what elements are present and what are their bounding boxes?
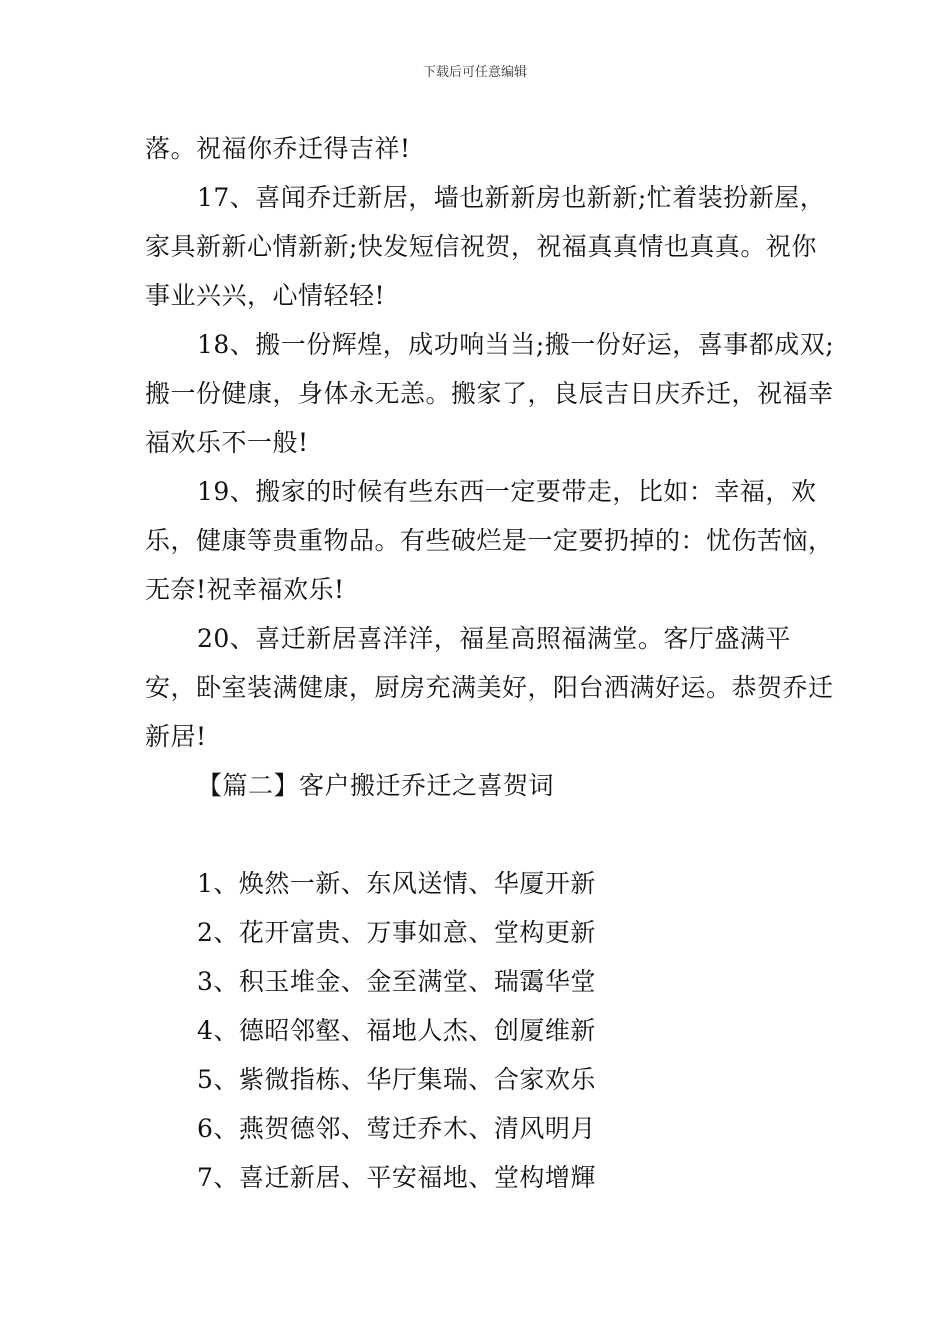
document-body bbox=[145, 124, 835, 1202]
list-item: 1、焕然一新、东风送情、华厦开新 bbox=[197, 869, 596, 898]
list-item: 5、紫微指栋、华厅集瑞、合家欢乐 bbox=[197, 1065, 596, 1094]
paragraph-17: 17、喜闻乔迁新居，墙也新新房也新新;忙着装扮新屋，家具新新心情新新;快发短信祝贺，祝福真真情也真真。祝你事业兴兴，心情轻轻! bbox=[145, 183, 826, 310]
greeting-list bbox=[145, 859, 835, 1202]
list-item: 6、燕贺德邻、莺迁乔木、清风明月 bbox=[197, 1114, 596, 1143]
paragraph-20: 20、喜迁新居喜洋洋，福星高照福满堂。客厅盛满平安，卧室装满健康，厨房充满美好，阳台洒满好运。恭贺乔迁新居! bbox=[145, 624, 834, 751]
section-title: 【篇二】客户搬迁乔迁之喜贺词 bbox=[197, 771, 555, 800]
list-item: 4、德昭邻壑、福地人杰、创厦维新 bbox=[197, 1016, 596, 1045]
paragraph-18: 18、搬一份辉煌，成功响当当;搬一份好运，喜事都成双;搬一份健康，身体永无恙。搬家了，良辰吉日庆乔迁，祝福幸福欢乐不一般! bbox=[145, 330, 835, 457]
paragraph-19: 19、搬家的时候有些东西一定要带走，比如：幸福，欢乐，健康等贵重物品。有些破烂是一定要扔掉的：忧伤苦恼，无奈!祝幸福欢乐! bbox=[145, 477, 834, 604]
list-item: 3、积玉堆金、金至满堂、瑞霭华堂 bbox=[197, 967, 596, 996]
paragraph-continuation: 落。祝福你乔迁得吉祥! bbox=[145, 134, 411, 163]
blank-line bbox=[145, 810, 835, 859]
list-item: 7、喜迁新居、平安福地、堂构增輝 bbox=[197, 1163, 596, 1192]
list-item: 2、花开富贵、万事如意、堂构更新 bbox=[197, 918, 596, 947]
page-header: 下载后可任意编辑 bbox=[422, 65, 527, 80]
